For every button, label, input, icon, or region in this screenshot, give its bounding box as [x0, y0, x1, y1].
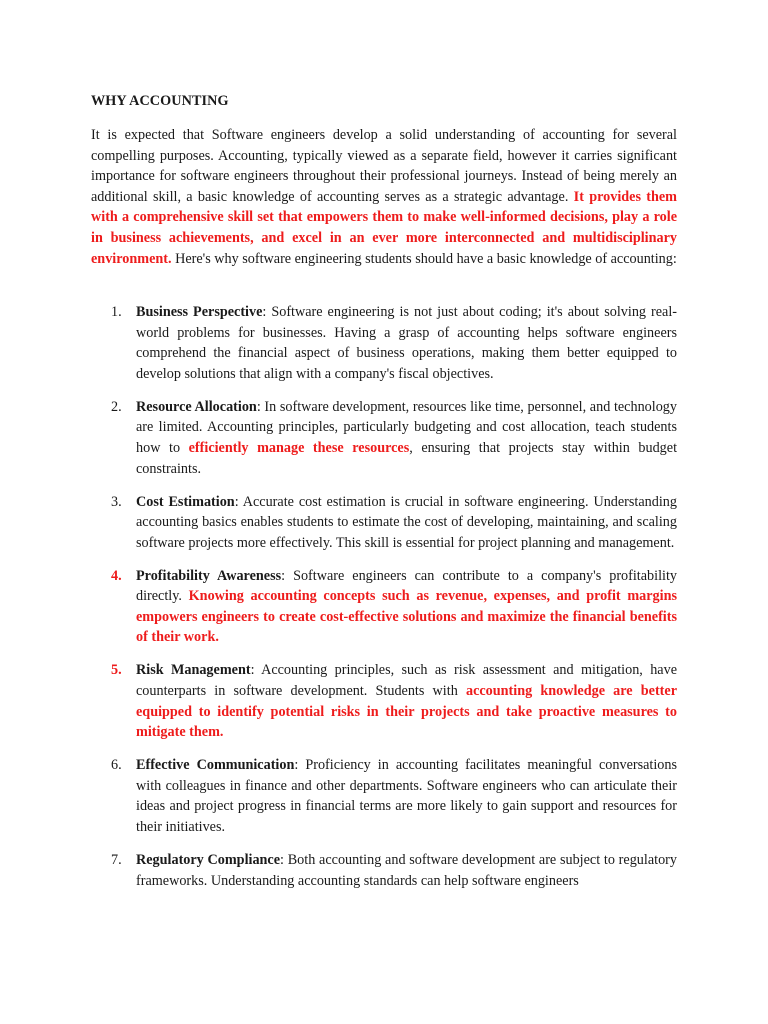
intro-text-end: Here's why software engineering students should have a basic knowledge of accounting:: [171, 250, 677, 267]
item-number: 4.: [111, 567, 122, 584]
item-term: Risk Management: [136, 662, 251, 679]
list-item: [91, 492, 677, 554]
item-text: : Accounting principles, such as risk assessment and mitigation, have counterparts in software development. Students with: [136, 662, 677, 700]
item-term: Profitability Awareness: [136, 567, 282, 584]
list-item: [91, 302, 677, 384]
list-item: [91, 755, 677, 837]
item-term: Cost Estimation: [136, 493, 235, 510]
item-text: : Software engineers can contribute to a company's profitability directly.: [136, 567, 677, 605]
intro-highlight: It provides them with a comprehensive skill set that empowers them to make well-informed decisions, play a role in business achievements, and excel in an ever more interconnected and multidisciplinary environment.: [91, 188, 677, 267]
list-item: [91, 660, 677, 742]
item-text-end: , ensuring that projects stay within budget constraints.: [136, 439, 678, 477]
item-number: 2.: [111, 398, 122, 415]
item-text: : In software development, resources like time, personnel, and technology are limited. Accounting principles, particularly budgeting and cost allocation, teach students how to: [136, 398, 677, 456]
list-item: [91, 397, 677, 479]
item-term: Effective Communication: [136, 757, 295, 774]
item-term: Regulatory Compliance: [136, 852, 281, 868]
item-number: 6.: [111, 757, 122, 774]
item-number: 5.: [111, 662, 122, 679]
item-text: : Software engineering is not just about coding; it's about solving real-world problems for businesses. Having a grasp of accounting helps software engineers comprehend the financial aspect of business operations, making them better equipped to develop solutions that align with a company's fiscal objectives.: [136, 304, 677, 382]
item-number: 1.: [111, 304, 122, 320]
item-term: Business Perspective: [136, 304, 263, 320]
item-text: : Both accounting and software development are subject to regulatory frameworks. Understanding accounting standards can help software engineers: [136, 852, 677, 889]
item-term: Resource Allocation: [136, 398, 257, 415]
item-number: 3.: [111, 493, 122, 510]
item-text: : Proficiency in accounting facilitates meaningful conversations with colleagues in finance and other departments. Software engineers who can articulate their ideas and project progress in financial terms are more likely to gain support and resources for their initiatives.: [136, 757, 677, 836]
list-item: [91, 850, 677, 891]
item-number: 7.: [111, 852, 122, 868]
intro-text: It is expected that Software engineers develop a solid understanding of accounting for several compelling purposes. Accounting, typically viewed as a separate field, however it carries significant importance for software engineers throughout their professional journeys. Instead of being merely an additional skill, a basic knowledge of accounting serves as a strategic advantage.: [91, 127, 677, 205]
reasons-list: [91, 302, 677, 904]
page-title: WHY ACCOUNTING: [91, 93, 229, 109]
list-item: [91, 566, 677, 648]
item-highlight: accounting knowledge are better equipped to identify potential risks in their projects and take proactive measures to mitigate them.: [136, 683, 677, 741]
item-text: : Accurate cost estimation is crucial in software engineering. Understanding accounting basics enables students to estimate the cost of developing, maintaining, and scaling software projects more effectively. This skill is essential for project planning and management.: [136, 493, 677, 551]
intro-paragraph: [91, 125, 677, 269]
item-highlight: Knowing accounting concepts such as revenue, expenses, and profit margins empowers engineers to create cost-effective solutions and maximize the financial benefits of their work.: [136, 588, 677, 646]
item-highlight: efficiently manage these resources: [188, 439, 410, 456]
